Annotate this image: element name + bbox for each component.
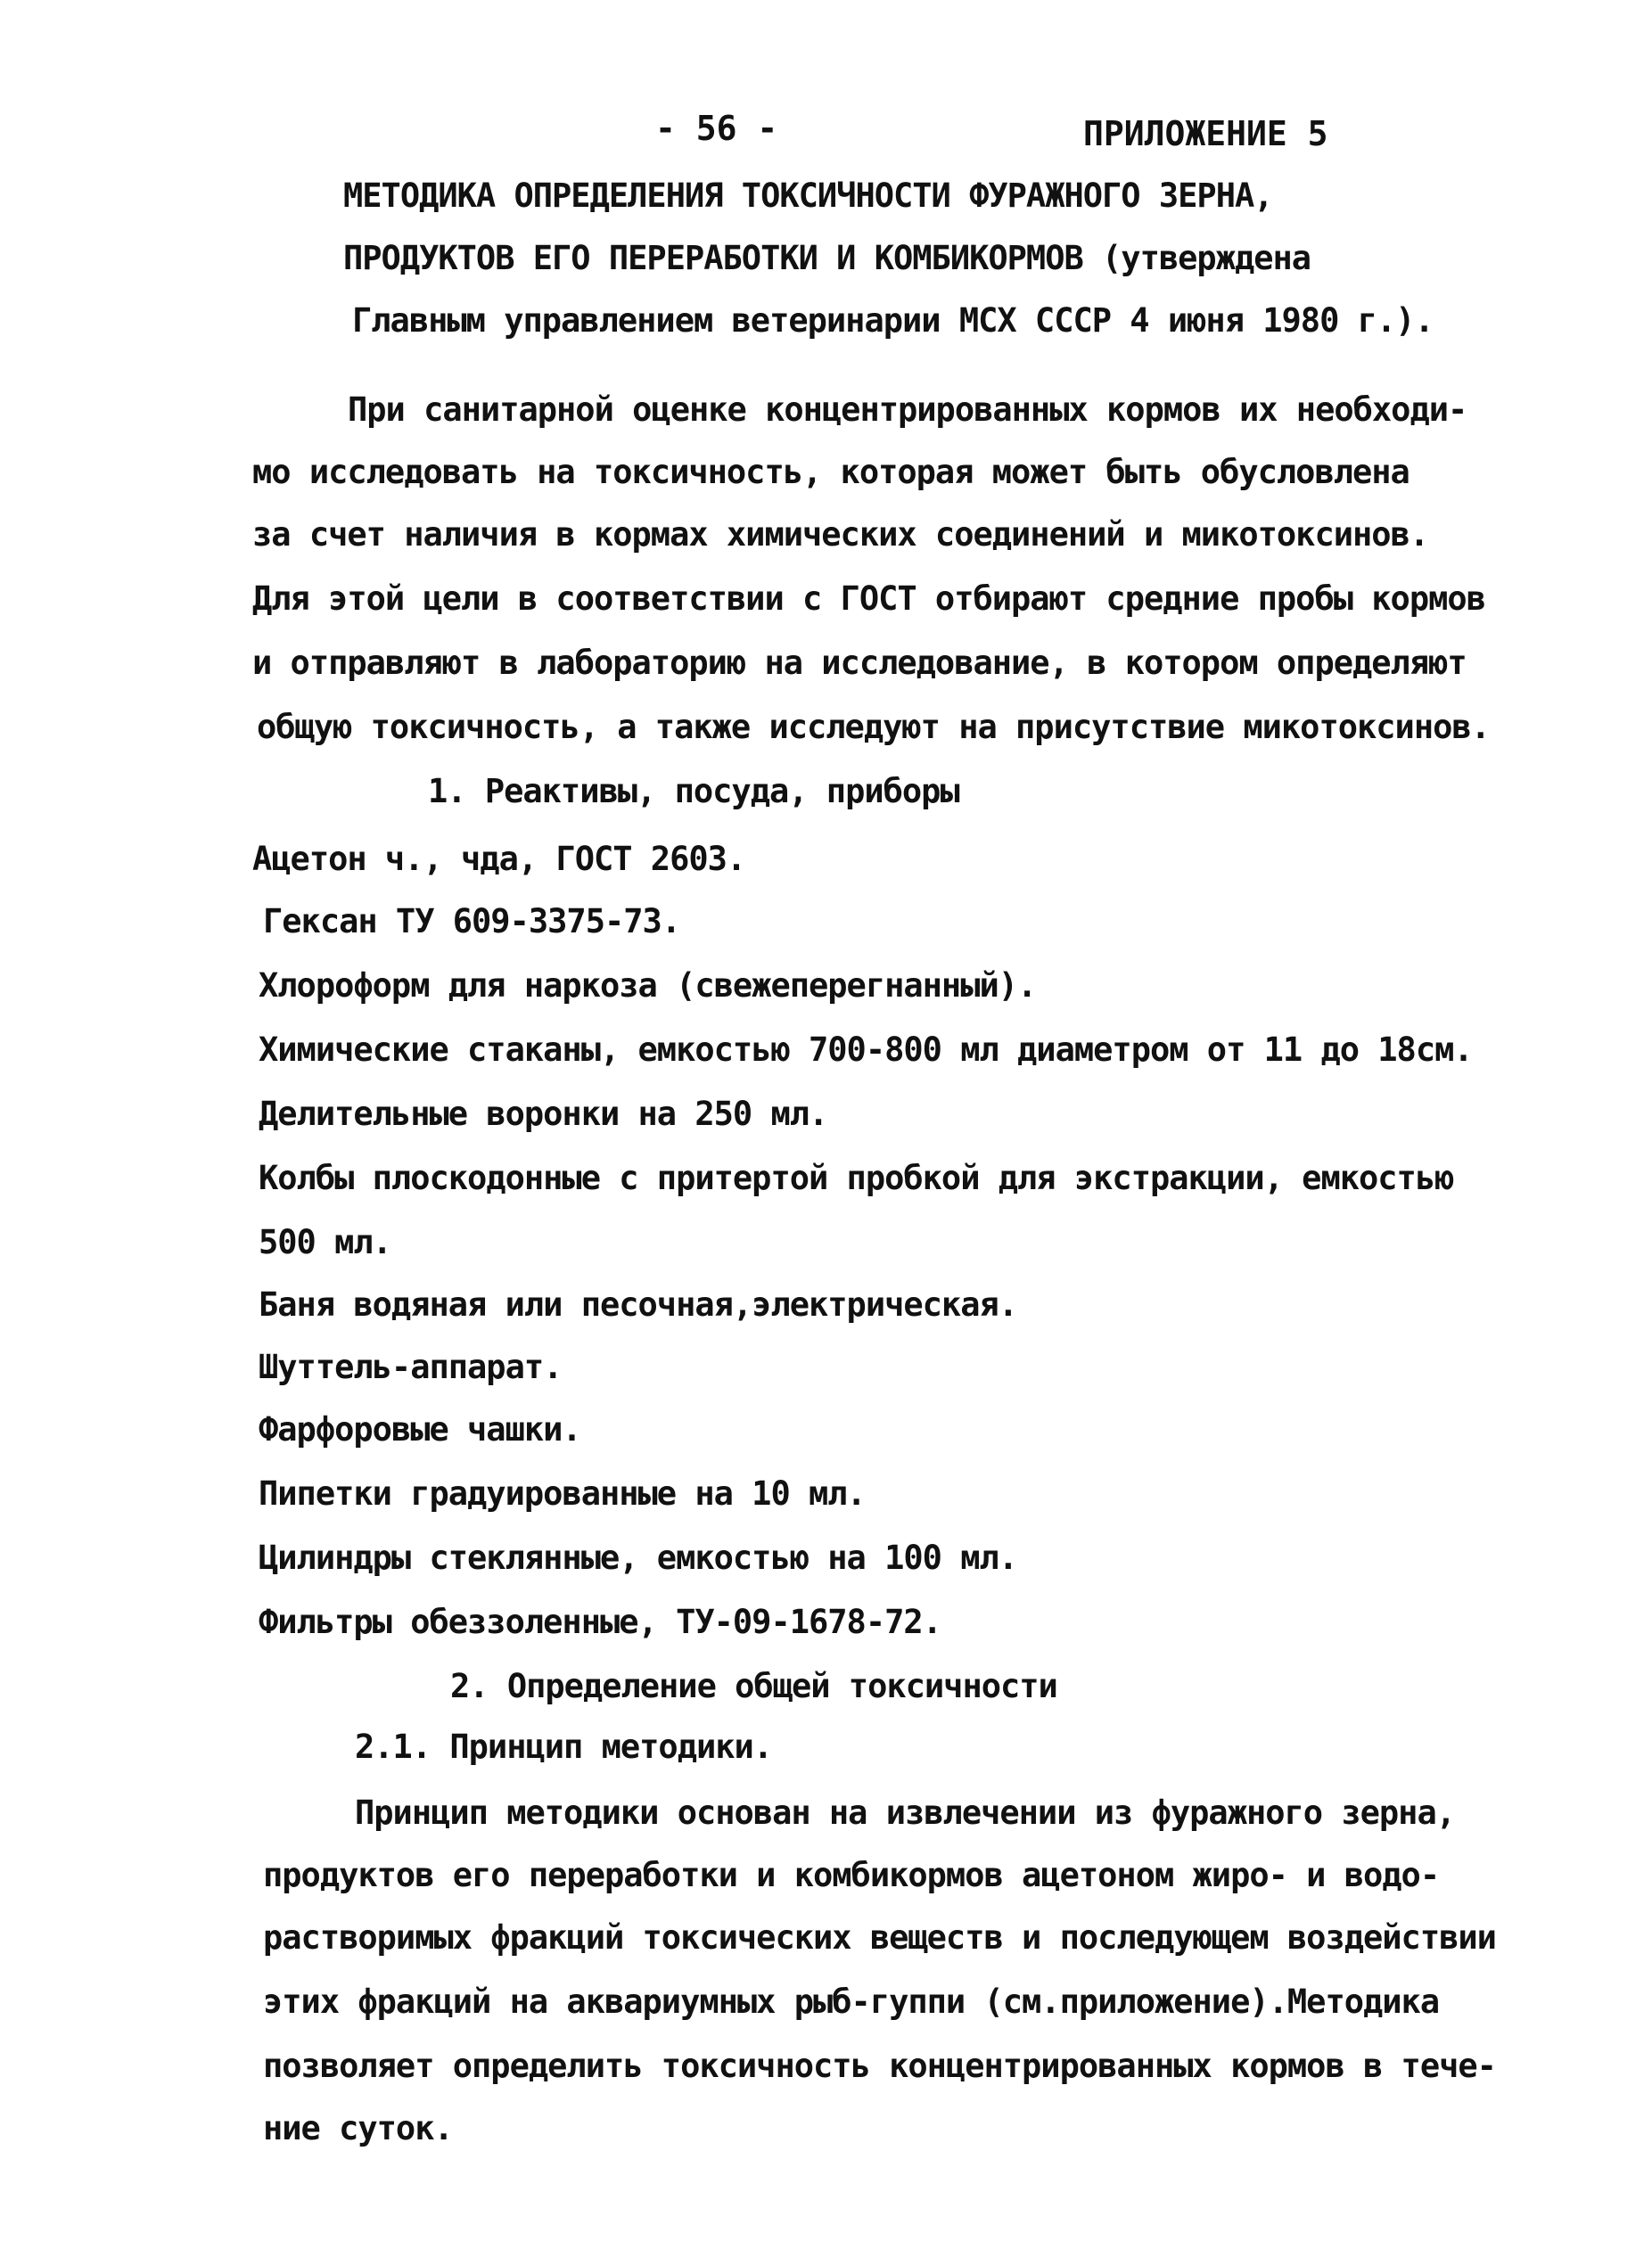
reagent-item: Ацетон ч., чда, ГОСТ 2603. (252, 840, 746, 878)
reagent-item: Химические стаканы, емкостью 700-800 мл диаметром от 11 до 18см. (259, 1030, 1473, 1069)
principle-line-6: ние суток. (263, 2109, 453, 2147)
reagent-item: Хлороформ для наркоза (свежеперегнанный). (259, 966, 1037, 1005)
intro-line-2: мо исследовать на токсичность, которая может быть обусловлена (252, 453, 1410, 491)
principle-line-5: позволяет определить токсичность концентрированных кормов в тече- (263, 2047, 1496, 2085)
reagent-item: Фильтры обеззоленные, ТУ-09-1678-72. (259, 1603, 941, 1641)
principle-line-2: продуктов его переработки и комбикормов ацетоном жиро- и водо- (263, 1856, 1440, 1894)
reagent-item: Гексан ТУ 609-3375-73. (263, 902, 681, 940)
appendix-label: ПРИЛОЖЕНИЕ 5 (1083, 114, 1328, 153)
principle-line-4: этих фракций на аквариумных рыб-гуппи (см.приложение).Методика (263, 1983, 1440, 2021)
intro-line-6: общую токсичность, а также исследуют на присутствие микотоксинов. (257, 708, 1490, 746)
reagent-item: Фарфоровые чашки. (259, 1410, 581, 1449)
reagent-item: Пипетки градуированные на 10 мл. (259, 1474, 866, 1513)
intro-line-3: за счет наличия в кормах химических соединений и микотоксинов. (252, 515, 1429, 554)
reagent-item: Колбы плоскодонные с притертой пробкой для экстракции, емкостью (259, 1159, 1454, 1197)
intro-line-1: При санитарной оценке концентрированных кормов их необходи- (348, 390, 1467, 429)
principle-line-3: растворимых фракций токсических веществ и последующем воздействии (263, 1918, 1496, 1957)
intro-line-4: Для этой цели в соответствии с ГОСТ отбирают средние пробы кормов (252, 579, 1485, 618)
page-number: - 56 - (655, 109, 778, 148)
title-line-2: ПРОДУКТОВ ЕГО ПЕРЕРАБОТКИ И КОМБИКОРМОВ (утверждена (343, 239, 1311, 277)
section-2-1-subheading: 2.1. Принцип методики. (355, 1728, 773, 1766)
title-line-3: Главным управлением ветеринарии МСХ СССР 4 июня 1980 г.). (352, 301, 1434, 340)
reagent-item: Шуттель-аппарат. (259, 1348, 563, 1386)
reagent-item: Цилиндры стеклянные, емкостью на 100 мл. (259, 1539, 1018, 1577)
title-line-1: МЕТОДИКА ОПРЕДЕЛЕНИЯ ТОКСИЧНОСТИ ФУРАЖНОГО ЗЕРНА, (343, 177, 1273, 215)
section-1-heading: 1. Реактивы, посуда, приборы (428, 772, 959, 810)
reagent-item: Баня водяная или песочная,электрическая. (259, 1285, 1018, 1324)
intro-line-5: и отправляют в лабораторию на исследование, в котором определяют (252, 644, 1467, 682)
section-2-heading: 2. Определение общей токсичности (450, 1667, 1057, 1705)
reagent-item: Делительные воронки на 250 мл. (259, 1095, 828, 1133)
principle-line-1: Принцип методики основан на извлечении из фуражного зерна, (355, 1794, 1456, 1832)
reagent-item: 500 мл. (259, 1223, 391, 1261)
